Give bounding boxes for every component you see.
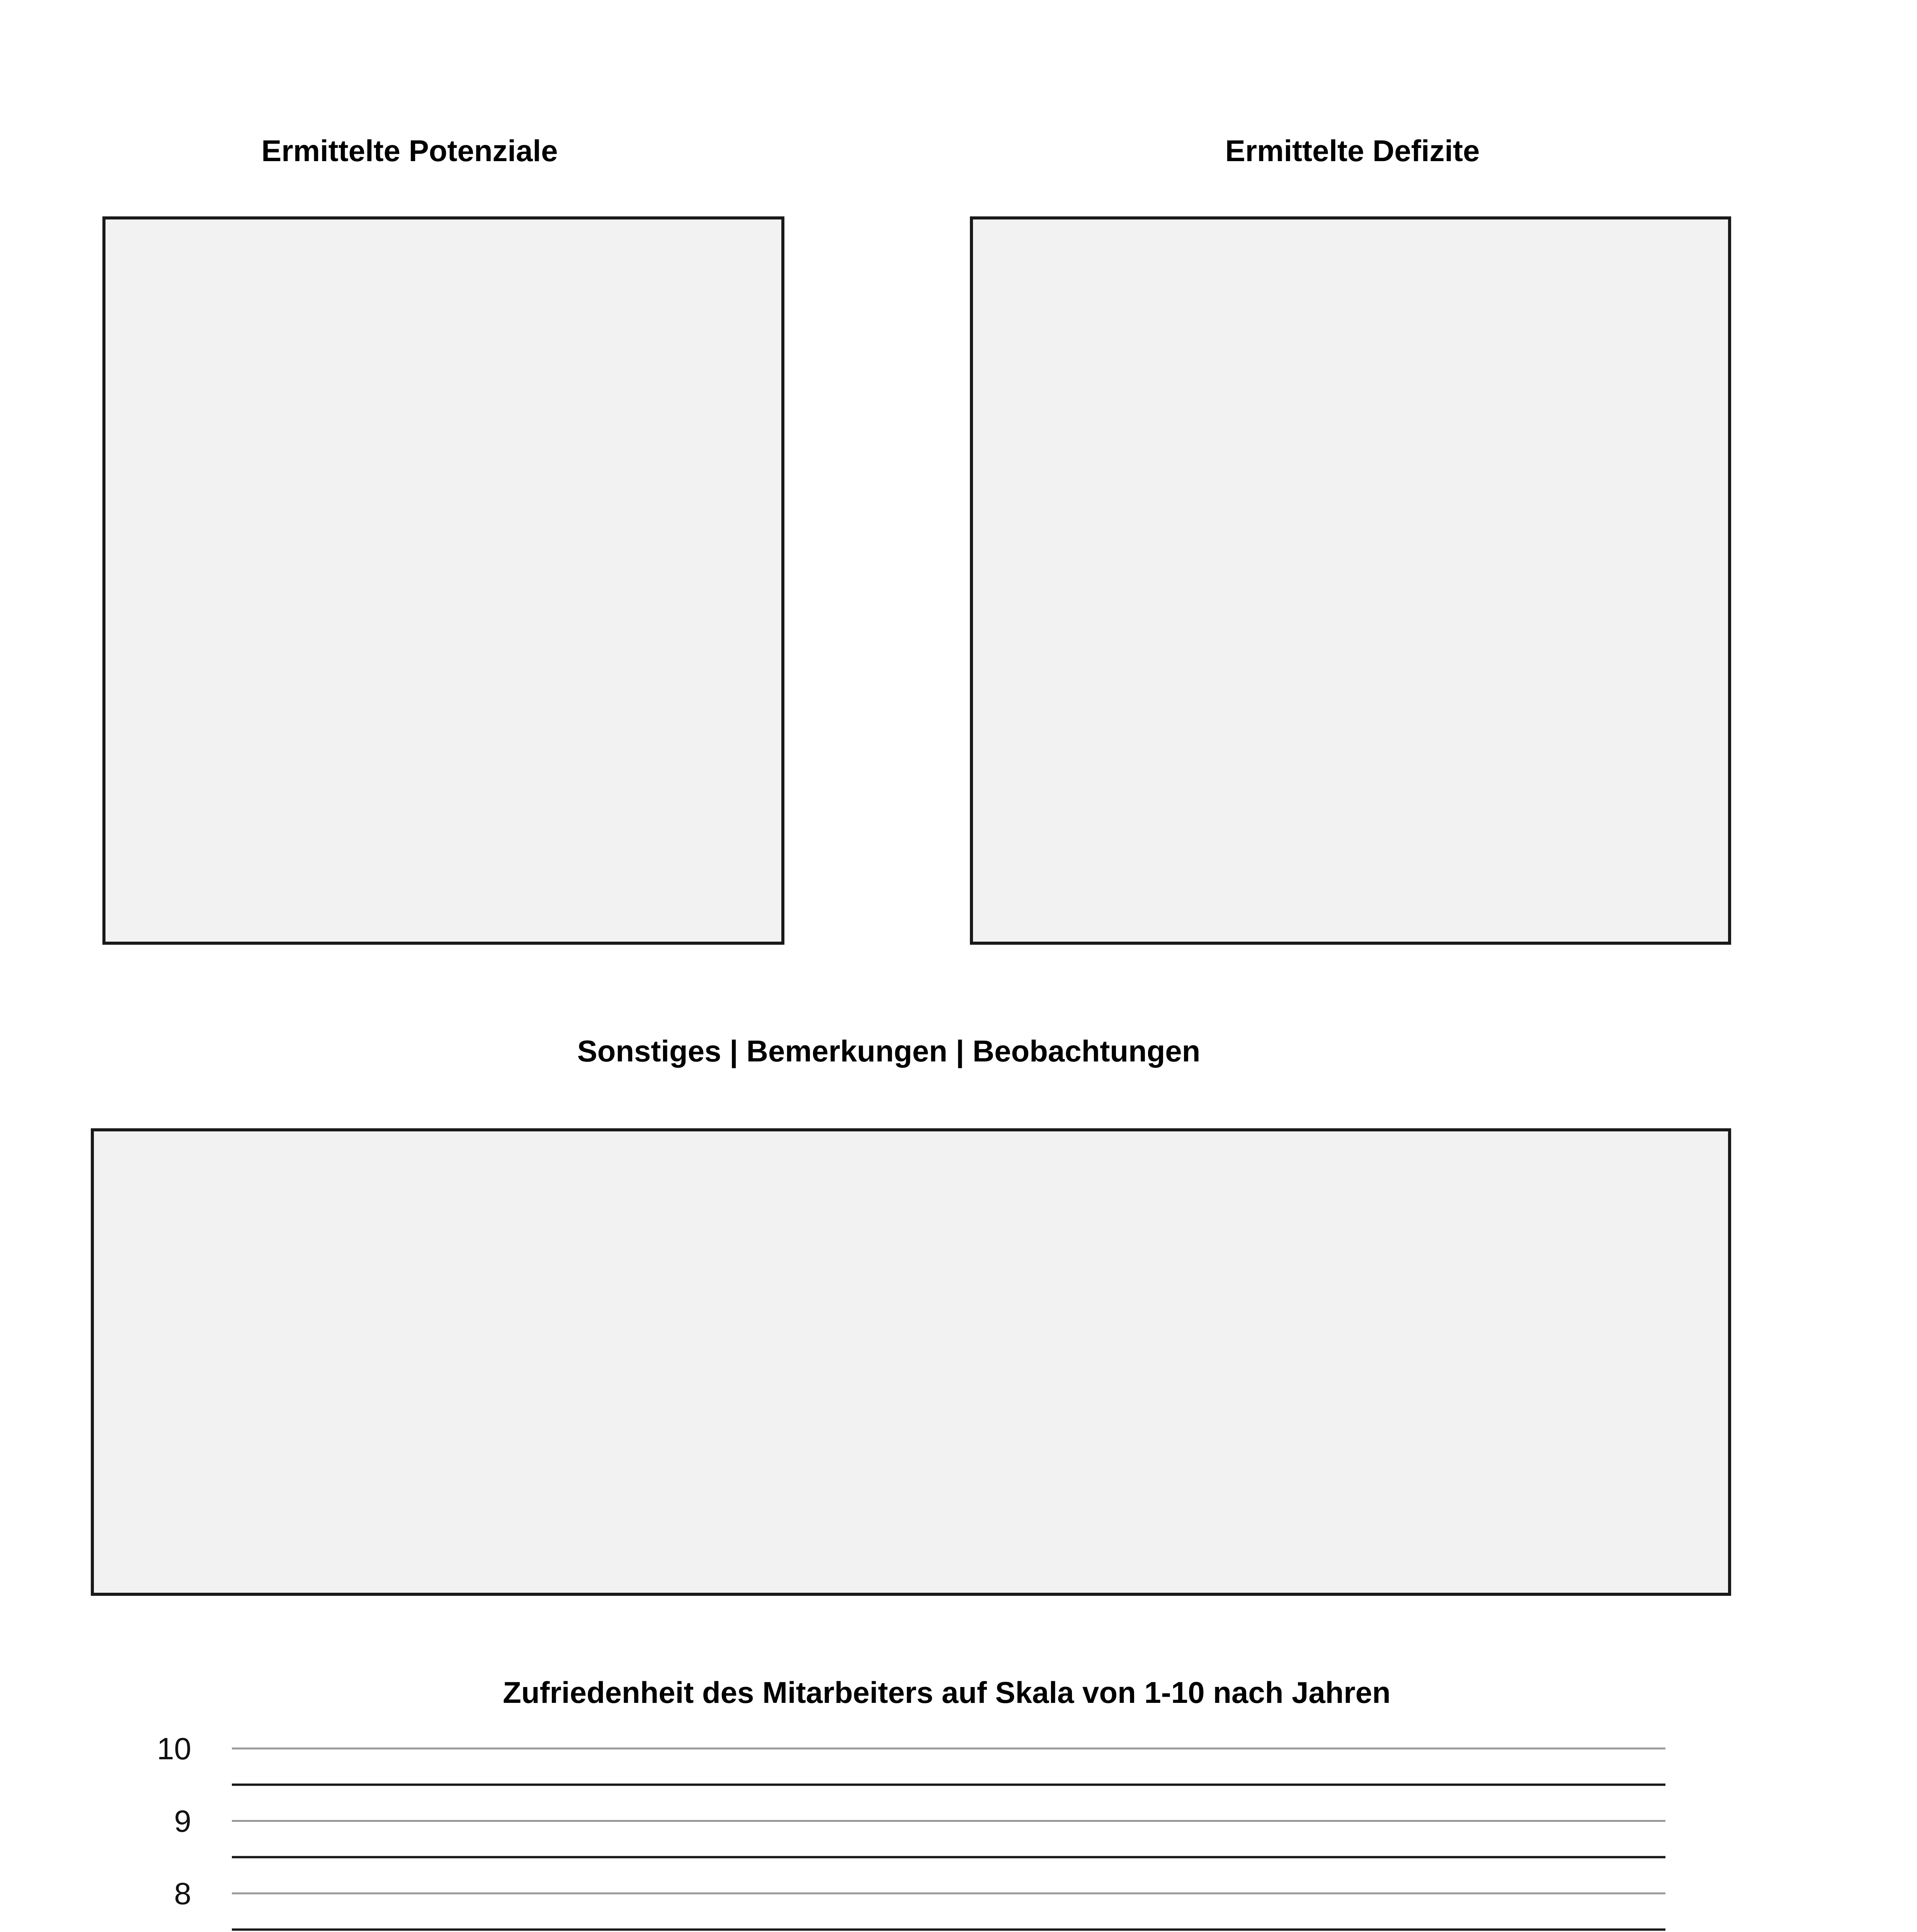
chart-grid <box>230 1748 1667 1932</box>
misc-notes-input-box[interactable] <box>91 1128 1731 1596</box>
potentials-heading: Ermittelte Potenziale <box>261 134 558 168</box>
deficits-input-box[interactable] <box>970 216 1731 945</box>
y-tick-label: 10 <box>157 1731 191 1766</box>
y-tick-label: 8 <box>174 1876 191 1911</box>
y-tick-labels <box>157 1731 191 1932</box>
deficits-heading: Ermittelte Defizite <box>1225 134 1480 168</box>
y-tick-label: 9 <box>174 1804 191 1838</box>
satisfaction-chart <box>0 1719 1917 1932</box>
misc-heading: Sonstiges | Bemerkungen | Beobachtungen <box>577 1034 1201 1068</box>
potentials-input-box[interactable] <box>102 216 784 945</box>
chart-title: Zufriedenheit des Mitarbeiters auf Skala von 1-10 nach Jahren <box>503 1675 1391 1709</box>
